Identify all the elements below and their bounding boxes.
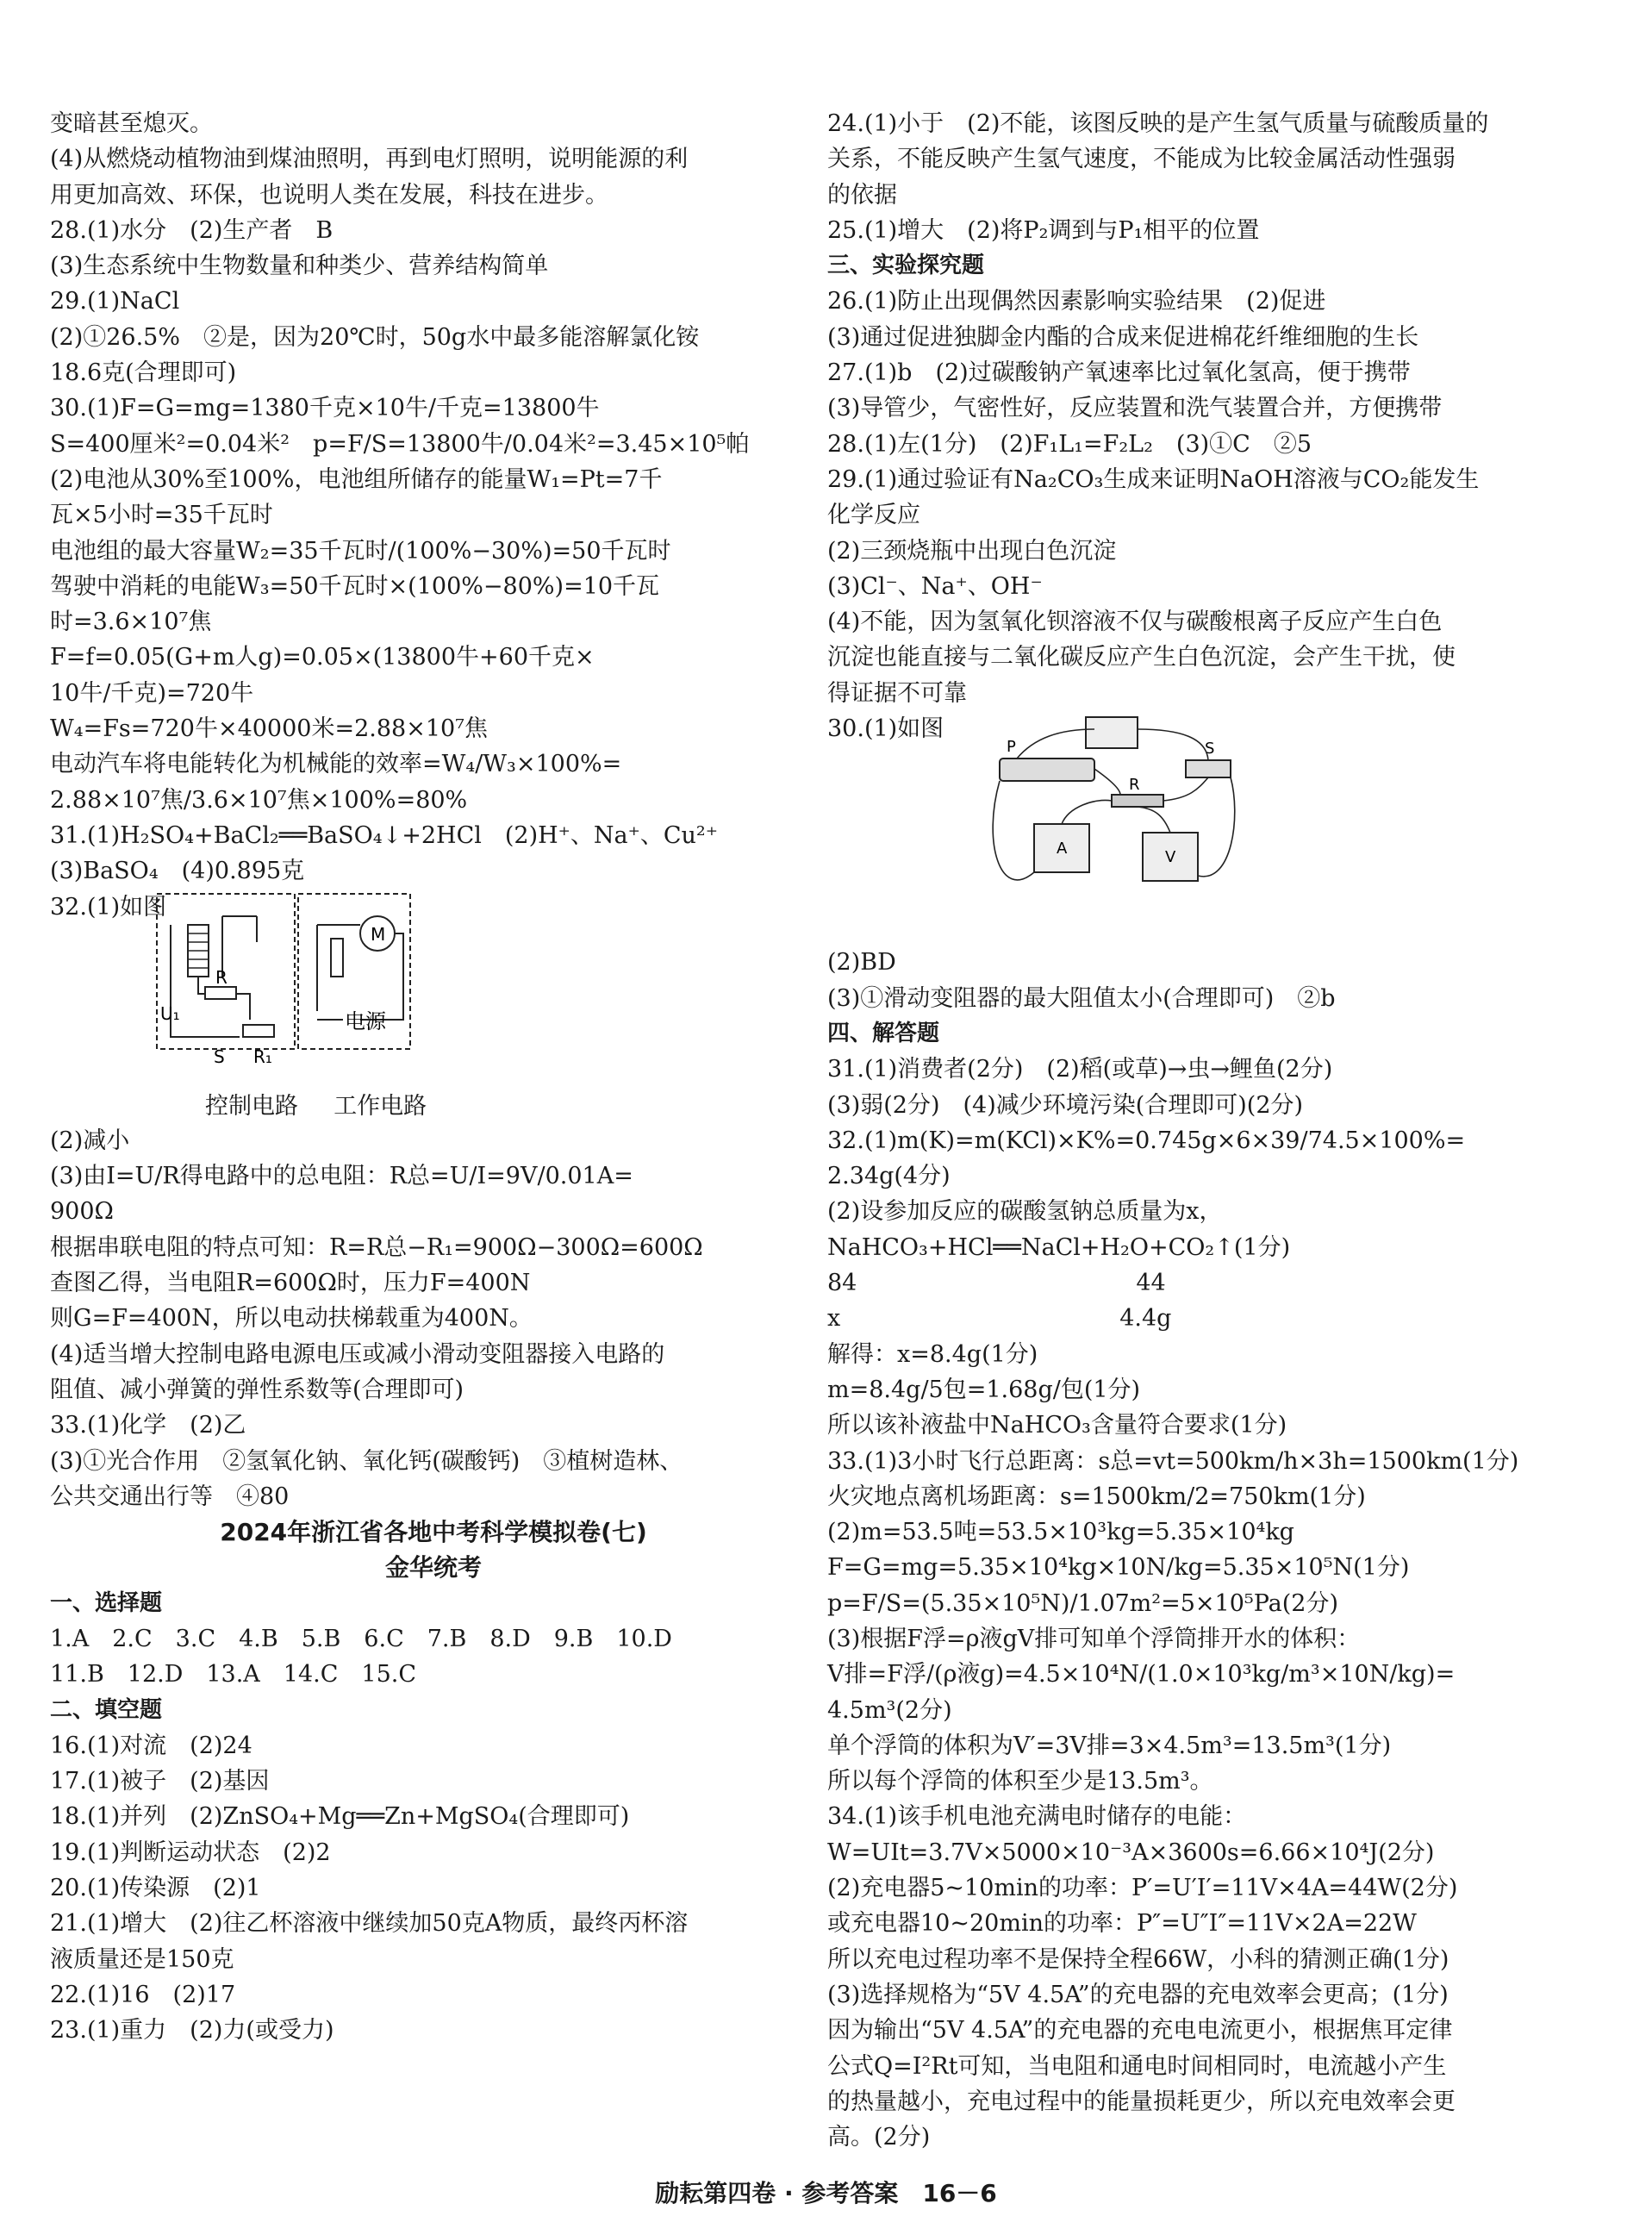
answer-line: (2)m=53.5吨=53.5×10³kg=5.35×10⁴kg [827, 1519, 1294, 1546]
answer-line: 29.(1)通过验证有Na₂CO₃生成来证明NaOH溶液与CO₂能发生 [827, 465, 1480, 493]
exam-subtitle: 金华统考 [384, 1553, 482, 1583]
answer-line: 所以每个浮筒的体积至少是13.5m³。 [827, 1768, 1213, 1795]
answer-line: 17.(1)被子 (2)基因 [50, 1768, 270, 1795]
answer-line: 23.(1)重力 (2)力(或受力) [50, 2017, 334, 2045]
right-answers-part-b [827, 284, 1536, 711]
answer-line: 单个浮筒的体积为V′=3V排=3×4.5m³=13.5m³(1分) [827, 1732, 1392, 1759]
answer-line: 火灾地点离机场距离：s=1500km/2=750km(1分) [827, 1483, 1366, 1510]
answer-line: 22.(1)16 (2)17 [50, 1981, 236, 2008]
answer-line: 沉淀也能直接与二氧化碳反应产生白色沉淀，会产生干扰，使 [827, 644, 1456, 671]
answer-line: 19.(1)判断运动状态 (2)2 [50, 1839, 331, 1866]
resistor-r-label-30: R [1129, 776, 1140, 795]
answer-line: (3)通过促进独脚金内酯的合成来促进棉花纤维细胞的生长 [827, 323, 1419, 351]
answer-line: 用更加高效、环保，也说明人类在发展，科技在进步。 [50, 181, 608, 209]
answer-line: 所以该补液盐中NaHCO₃含量符合要求(1分) [827, 1412, 1287, 1439]
answer-line: 34.(1)该手机电池充满电时储存的电能： [827, 1803, 1247, 1831]
page-footer: 励耘第四卷 · 参考答案 16－6 [655, 2179, 997, 2207]
answer-line: 或充电器10~20min的功率：P″=U″I″=11V×2A=22W [827, 1910, 1417, 1938]
answer-line: 则G=F=400N，所以电动扶梯载重为400N。 [50, 1305, 533, 1333]
voltage-u1-label: U₁ [160, 1002, 180, 1024]
rheostat-p-label: P [1007, 738, 1016, 757]
answer-line: 的热量越小，充电过程中的能量损耗更少，所以充电效率会更 [827, 2088, 1456, 2115]
answer-line: V排=F浮/(ρ液g)=4.5×10⁴N/(1.0×10³kg/m³×10N/kg)= [827, 1661, 1456, 1689]
choice-answers-row-2: 11.B 12.D 13.A 14.C 15.C [50, 1661, 416, 1689]
section-fill-heading: 二、填空题 [50, 1696, 163, 1723]
answer-line: 查图乙得，当电阻R=600Ω时，压力F=400N [50, 1270, 531, 1297]
q30-experiment-figure [827, 738, 1536, 945]
answer-line: 29.(1)NaCl [50, 288, 180, 315]
answer-line: 的依据 [827, 181, 897, 209]
answer-line: (2)充电器5~10min的功率：P′=U′I′=11V×4A=44W(2分) [827, 1875, 1458, 1902]
answer-line: 根据串联电阻的特点可知：R=R总−R₁=900Ω−300Ω=600Ω [50, 1233, 703, 1261]
answer-line: 阻值、减小弹簧的弹性系数等(合理即可) [50, 1376, 464, 1403]
exam-title: 2024年浙江省各地中考科学模拟卷(七) [220, 1518, 647, 1547]
answer-line: (3)①光合作用 ②氢氧化钠、氧化钙(碳酸钙) ③植树造林、 [50, 1447, 683, 1475]
answer-line: 33.(1)3小时飞行总距离：s总=vt=500km/h×3h=1500km(1分) [827, 1447, 1519, 1475]
answer-line: 33.(1)化学 (2)乙 [50, 1412, 246, 1439]
answer-line: F=G=mg=5.35×10⁴kg×10N/kg=5.35×10⁵N(1分) [827, 1554, 1410, 1582]
answer-line: m=8.4g/5包=1.68g/包(1分) [827, 1376, 1141, 1403]
control-circuit-diagram [153, 890, 515, 1089]
control-circuit-label: 控制电路 [205, 1092, 298, 1120]
answer-line: (2)电池从30%至100%，电池组所储存的能量W₁=Pt=7千 [50, 465, 663, 493]
answer-line: (4)从燃烧动植物油到煤油照明，再到电灯照明，说明能源的利 [50, 146, 689, 173]
answer-line: (3)①滑动变阻器的最大阻值太小(合理即可) ②b [827, 984, 1336, 1012]
right-column [827, 106, 1536, 2155]
answer-line: 30.(1)F=G=mg=1380千克×10牛/千克=13800牛 [50, 395, 600, 422]
answer-line: 时=3.6×10⁷焦 [50, 609, 212, 636]
right-answers-part-c [827, 945, 1536, 1016]
switch-s-label: S [214, 1046, 225, 1067]
answer-line: (3)BaSO₄ (4)0.895克 [50, 858, 305, 885]
answer-line: 18.6克(合理即可) [50, 359, 237, 387]
answer-line: 驾驶中消耗的电能W₃=50千瓦时×(100%−80%)=10千瓦 [50, 572, 660, 600]
section-choice-heading: 一、选择题 [50, 1589, 163, 1616]
experiment-circuit-diagram [982, 712, 1267, 910]
answer-line: (4)适当增大控制电路电源电压或减小滑动变阻器接入电路的 [50, 1340, 665, 1368]
resistor-r-label: R [215, 966, 228, 988]
answer-line: (3)导管少，气密性好，反应装置和洗气装置合并，方便携带 [827, 395, 1443, 422]
answer-line: (3)弱(2分) (4)减少环境污染(合理即可)(2分) [827, 1091, 1304, 1119]
answer-line: 18.(1)并列 (2)ZnSO₄+Mg══Zn+MgSO₄(合理即可) [50, 1803, 630, 1831]
answer-line: 4.5m³(2分) [827, 1696, 952, 1724]
q32-circuit-figure [50, 925, 817, 1123]
answer-line: 28.(1)左(1分) (2)F₁L₁=F₂L₂ (3)①C ②5 [827, 430, 1312, 458]
left-answers-part-a [50, 106, 817, 890]
answer-line: 32.(1)m(K)=m(KCl)×K%=0.745g×6×39/74.5×100%= [827, 1127, 1466, 1154]
answer-line: (2)设参加反应的碳酸氢钠总质量为x， [827, 1198, 1223, 1226]
answer-line: 公式Q=I²Rt可知，当电阻和通电时间相同时，电流越小产生 [827, 2052, 1447, 2080]
answer-line: 20.(1)传染源 (2)1 [50, 1875, 261, 1902]
q30-label: 30.(1)如图 [827, 715, 944, 743]
answer-line: (3)根据F浮=ρ液gV排可知单个浮筒排开水的体积： [827, 1625, 1361, 1652]
answer-line: (3)生态系统中生物数量和种类少、营养结构简单 [50, 253, 549, 280]
answer-line: (2)BD [827, 949, 896, 977]
answer-line: 900Ω [50, 1198, 114, 1226]
answer-line: (2)减小 [50, 1127, 130, 1154]
section-experiment-heading: 三、实验探究题 [827, 253, 985, 279]
answer-line: NaHCO₃+HCl══NaCl+H₂O+CO₂↑(1分) [827, 1233, 1291, 1261]
answer-line: (3)选择规格为“5V 4.5A”的充电器的充电效率会更高；(1分) [827, 1981, 1449, 2008]
section-solution-heading: 四、解答题 [827, 1020, 940, 1046]
answer-line: 解得：x=8.4g(1分) [827, 1340, 1038, 1368]
power-source-label: 电源 [345, 1008, 386, 1033]
answer-line: 得证据不可靠 [827, 679, 967, 707]
fill-answers [50, 1728, 817, 2049]
answer-line: 84 44 [827, 1270, 1166, 1297]
answer-line: x 4.4g [827, 1305, 1172, 1333]
answer-line: (3)Cl⁻、Na⁺、OH⁻ [827, 572, 1043, 600]
left-answers-part-b [50, 1123, 817, 1514]
answer-line: 2.88×10⁷焦/3.6×10⁷焦×100%=80% [50, 786, 468, 814]
answer-line: 16.(1)对流 (2)24 [50, 1732, 252, 1759]
motor-m-label: M [371, 923, 386, 945]
answer-line: 31.(1)消费者(2分) (2)稻(或草)→虫→鲤鱼(2分) [827, 1056, 1333, 1083]
voltmeter-label: V [1165, 848, 1176, 867]
answer-line: 10牛/千克)=720牛 [50, 679, 254, 707]
answer-line: 31.(1)H₂SO₄+BaCl₂══BaSO₄↓+2HCl (2)H⁺、Na⁺、Cu²⁺ [50, 821, 718, 849]
answer-line: 电池组的最大容量W₂=35千瓦时/(100%−30%)=50千瓦时 [50, 537, 671, 565]
answer-line: W=UIt=3.7V×5000×10⁻³A×3600s=6.66×10⁴J(2分) [827, 1839, 1435, 1866]
answer-line: 26.(1)防止出现偶然因素影响实验结果 (2)促进 [827, 288, 1326, 315]
answer-line: 21.(1)增大 (2)往乙杯溶液中继续加50克A物质，最终丙杯溶 [50, 1910, 689, 1938]
answer-line: W₄=Fs=720牛×40000米=2.88×10⁷焦 [50, 715, 489, 743]
answer-line: 因为输出“5V 4.5A”的充电器的充电电流更小，根据焦耳定律 [827, 2017, 1453, 2045]
answer-line: 27.(1)b (2)过碳酸钠产氧速率比过氧化氢高，便于携带 [827, 359, 1411, 387]
answer-line: S=400厘米²=0.04米² p=F/S=13800牛/0.04米²=3.45×10⁵帕 [50, 430, 750, 458]
choice-answers-row-1: 1.A 2.C 3.C 4.B 5.B 6.C 7.B 8.D 9.B 10.D [50, 1625, 672, 1652]
answer-line: 25.(1)增大 (2)将P₂调到与P₁相平的位置 [827, 216, 1260, 244]
answer-line: (3)由I=U/R得电路中的总电阻：R总=U/I=9V/0.01A= [50, 1163, 633, 1190]
resistor-r1-label: R₁ [253, 1046, 272, 1067]
work-circuit-label: 工作电路 [334, 1092, 427, 1120]
answer-line: 瓦×5小时=35千瓦时 [50, 502, 273, 529]
answer-line: F=f=0.05(G+m人g)=0.05×(13800牛+60千克× [50, 644, 595, 671]
answer-line: (2)①26.5% ②是，因为20℃时，50g水中最多能溶解氯化铵 [50, 323, 700, 351]
answer-line: 24.(1)小于 (2)不能，该图反映的是产生氢气质量与硫酸质量的 [827, 110, 1489, 137]
answer-line: 高。(2分) [827, 2124, 931, 2151]
right-answers-part-a [827, 106, 1536, 248]
answer-line: (2)三颈烧瓶中出现白色沉淀 [827, 537, 1117, 565]
answer-line: 2.34g(4分) [827, 1163, 951, 1190]
answer-line: 电动汽车将电能转化为机械能的效率=W₄/W₃×100%= [50, 751, 622, 778]
answer-line: 液质量还是150克 [50, 1945, 234, 1973]
switch-s-label-30: S [1205, 740, 1215, 759]
answer-line: 关系，不能反映产生氢气速度，不能成为比较金属活动性强弱 [827, 146, 1456, 173]
answer-line: 变暗甚至熄灭。 [50, 110, 213, 137]
q32-label: 32.(1)如图 [50, 893, 167, 921]
left-column [50, 106, 817, 2049]
answer-line: 28.(1)水分 (2)生产者 B [50, 216, 334, 244]
answer-line: p=F/S=(5.35×10⁵N)/1.07m²=5×10⁵Pa(2分) [827, 1589, 1339, 1617]
answer-line: (4)不能，因为氢氧化钡溶液不仅与碳酸根离子反应产生白色 [827, 609, 1443, 636]
answer-line: 公共交通出行等 ④80 [50, 1483, 290, 1510]
right-answers-part-d [827, 1052, 1536, 2155]
answer-line: 所以充电过程功率不是保持全程66W，小科的猜测正确(1分) [827, 1945, 1449, 1973]
answer-line: 化学反应 [827, 502, 920, 529]
ammeter-label: A [1057, 840, 1068, 858]
